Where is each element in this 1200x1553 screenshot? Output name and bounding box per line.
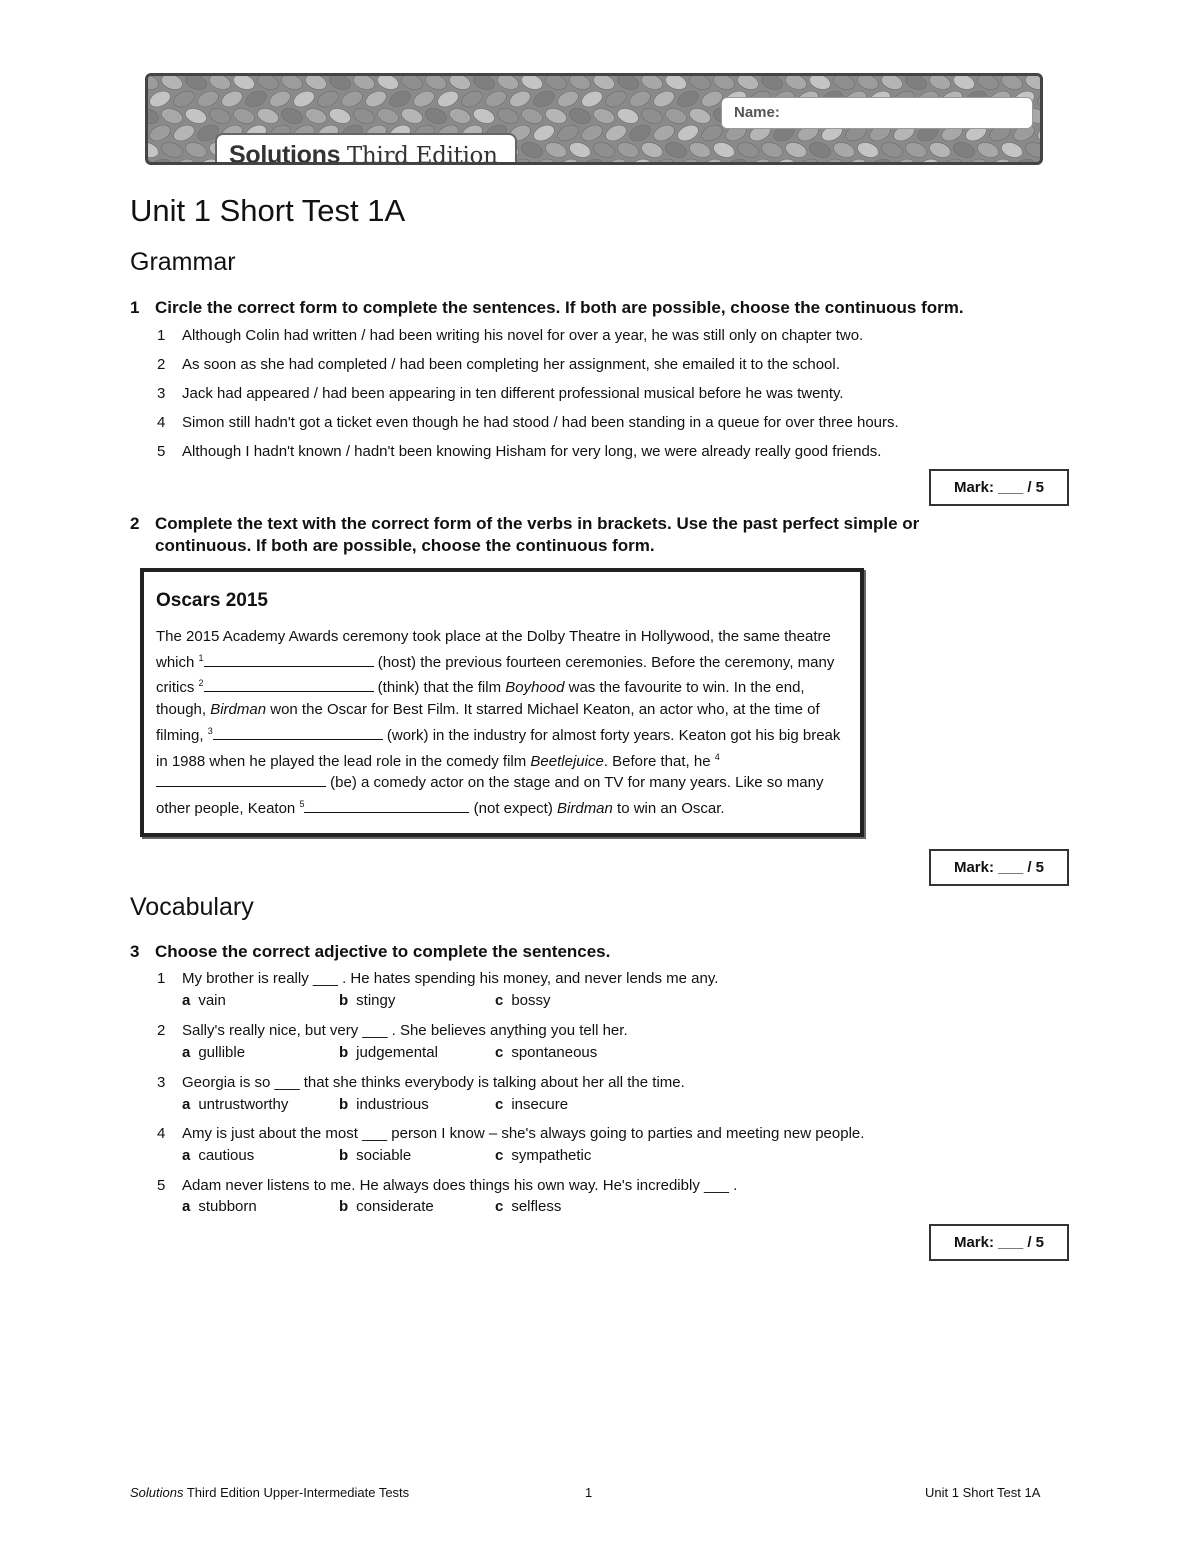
banner-pebble xyxy=(171,122,197,144)
option-a[interactable]: a untrustworthy xyxy=(182,1096,289,1113)
banner-pebble xyxy=(1035,122,1043,144)
option-b[interactable]: b judgemental xyxy=(339,1044,438,1061)
banner-pebble xyxy=(148,140,161,161)
banner-pebble xyxy=(231,106,256,127)
brand-tab xyxy=(215,133,517,165)
banner-pebble xyxy=(687,140,712,161)
banner-pebble xyxy=(759,76,784,92)
banner-pebble xyxy=(975,140,1000,161)
banner-pebble xyxy=(207,106,232,127)
banner-pebble xyxy=(999,140,1024,161)
banner-pebble xyxy=(375,106,400,127)
banner-pebble xyxy=(507,88,533,110)
banner-pebble xyxy=(495,76,520,92)
banner-pebble xyxy=(783,76,808,92)
banner-pebble xyxy=(651,88,677,110)
banner-pebble xyxy=(423,106,448,127)
banner-pebble xyxy=(495,106,520,127)
banner-pebble xyxy=(759,140,784,161)
banner-pebble xyxy=(375,76,400,92)
banner-pebble xyxy=(711,140,736,161)
banner-pebble xyxy=(279,76,304,92)
banner-pebble xyxy=(555,122,581,144)
banner-pebble xyxy=(711,76,736,92)
header-banner xyxy=(145,73,1043,165)
footer-right: Unit 1 Short Test 1A xyxy=(925,1485,1041,1500)
banner-pebble xyxy=(999,76,1024,92)
banner-pebble xyxy=(543,106,568,127)
banner-pebble xyxy=(927,140,952,161)
banner-pebble xyxy=(951,140,976,161)
mark-box-1[interactable]: Mark: ___ / 5 xyxy=(929,469,1069,506)
banner-pebble xyxy=(627,88,653,110)
banner-pebble xyxy=(351,76,376,92)
banner-pebble xyxy=(447,76,472,92)
banner-pebble xyxy=(663,106,688,127)
banner-pebble xyxy=(543,76,568,92)
option-c[interactable]: c bossy xyxy=(495,992,551,1009)
banner-pebble xyxy=(1023,76,1043,92)
banner-pebble xyxy=(615,106,640,127)
banner-pebble xyxy=(148,88,173,110)
banner-pebble xyxy=(291,88,317,110)
banner-pebble xyxy=(927,76,952,92)
banner-pebble xyxy=(159,140,184,161)
banner-pebble xyxy=(903,76,928,92)
banner-pebble xyxy=(591,76,616,92)
banner-pebble xyxy=(579,122,605,144)
option-b[interactable]: b considerate xyxy=(339,1198,434,1215)
banner-pebble xyxy=(207,76,232,92)
banner-pebble xyxy=(195,88,221,110)
banner-pebble xyxy=(411,88,437,110)
banner-pebble xyxy=(603,88,629,110)
banner-pebble xyxy=(615,140,640,161)
banner-pebble xyxy=(855,140,880,161)
banner-pebble xyxy=(675,122,701,144)
banner-pebble xyxy=(519,140,544,161)
banner-pebble xyxy=(255,106,280,127)
option-b[interactable]: b stingy xyxy=(339,992,396,1009)
banner-pebble xyxy=(148,122,173,144)
worksheet-page: Name: Solutions Third Edition Unit 1 Short Test 1A Grammar 1 Circle the correct form to complete the sentences. If both are possible, choose the continuous form. 1 Although Colin had written / had been writing his novel for over a year, he was still only on chapter two. 2 As soon as she had completed / had been completing her assignment, she emailed it to the school. 3 Jack had appeared / had been appearing in ten different professional musical before he was twenty. 4 Simon still hadn't got a ticket even though he had stood / had been standing in a queue for over three hours. 5 Although I hadn't known / hadn't been knowing Hisham for very long, we were already really good friends. Mark: ___ / 5 2 Complete the text with the correct form of the verbs in brackets. Use the past perfect simple or continuous. If both are possible, choose the continuous form. Oscars 2015 The 2015 Academy Awards ceremony took place at the Dolby Theatre in Hollywood, the same theatre which $^1$ (host) the previous fourteen ceremonies. Before the ceremony, many critics $^2$ (think) that the film Boyhood was the favourite to win. In the end, though, Birdman won the Oscar for Best Film. It starred Michael Keaton, an actor who, at the time of filming, $^3$ (work) in the industry for almost forty years. Keaton got his big break in 1988 when he played the lead role in the comedy film Beetlejuice. Before that, he $^4$ (be) a comedy actor on the stage and on TV for many years. Like so many other people, Keaton $^5$ (not expect) Birdman to win an Oscar. Mark: ___ / 5 Vocabulary 3 Choose the correct adjective to complete the sentences. 1 My brother is really ___ . He hates spending his money, and never lends me any. a vain b stingy c bossy 2 Sally's really nice, but very ___ . She believes anything you tell her. a gullible b judgemental c spontaneous 3 Georgia is so ___ that she thinks everybody is talking about her all the time. a untrustworthy b industrious c insecure 4 Amy is just about the most ___ person I know – she's always going to parties and meeting new people. a cautious b sociable c sympathetic 5 Adam never listens to me. He always does things his own way. He's incredibly ___ . a stubborn b considerate c selfless Mark: ___ / 5 Solutions Third Edition Upper-Intermediate Tests 1 Unit 1 Short Test 1A xyxy=(0,0,1200,1553)
banner-pebble xyxy=(951,76,976,92)
banner-pebble xyxy=(975,76,1000,92)
gap-1[interactable] xyxy=(204,652,374,667)
gap-3[interactable] xyxy=(213,725,383,740)
banner-pebble xyxy=(148,106,161,127)
gap-4[interactable] xyxy=(156,772,326,787)
banner-pebble xyxy=(159,76,184,92)
banner-pebble xyxy=(807,76,832,92)
banner-pebble xyxy=(351,106,376,127)
banner-pebble xyxy=(459,88,485,110)
banner-pebble xyxy=(567,76,592,92)
banner-pebble xyxy=(423,76,448,92)
banner-pebble xyxy=(315,88,341,110)
banner-pebble xyxy=(219,88,245,110)
banner-pebble xyxy=(831,76,856,92)
banner-pebble xyxy=(339,88,365,110)
brand-logo: Solutions Third Edition xyxy=(229,141,498,165)
banner-pebble xyxy=(579,88,605,110)
footer-page-number: 1 xyxy=(585,1485,593,1500)
banner-pebble xyxy=(567,140,592,161)
banner-pebble xyxy=(471,106,496,127)
oscars-title: Oscars 2015 xyxy=(156,590,268,611)
option-c[interactable]: c insecure xyxy=(495,1096,569,1113)
banner-pebble xyxy=(1023,140,1043,161)
footer-left: Solutions Third Edition Upper-Intermediate Tests xyxy=(130,1485,410,1500)
banner-pebble xyxy=(903,140,928,161)
banner-pebble xyxy=(831,140,856,161)
banner-pebble xyxy=(1035,88,1043,110)
banner-pebble xyxy=(399,76,424,92)
banner-pebble xyxy=(483,88,509,110)
banner-pebble xyxy=(327,106,352,127)
banner-pebble xyxy=(267,88,293,110)
banner-pebble xyxy=(231,76,256,92)
page-title: Unit 1 Short Test 1A xyxy=(130,193,406,228)
option-b[interactable]: b industrious xyxy=(339,1096,429,1113)
banner-pebble xyxy=(387,88,413,110)
banner-pebble xyxy=(159,106,184,127)
oscars-text-box xyxy=(140,568,864,837)
banner-pebble xyxy=(399,106,424,127)
banner-pebble xyxy=(879,76,904,92)
banner-pebble xyxy=(783,140,808,161)
banner-pebble xyxy=(471,76,496,92)
banner-pebble xyxy=(663,140,688,161)
mark-box-2[interactable]: Mark: ___ / 5 xyxy=(929,849,1069,886)
option-c[interactable]: c spontaneous xyxy=(495,1044,598,1061)
banner-pebble xyxy=(183,140,208,161)
banner-pebble xyxy=(303,106,328,127)
banner-pebble xyxy=(531,88,557,110)
banner-pebble xyxy=(675,88,701,110)
banner-pebble xyxy=(639,76,664,92)
option-a[interactable]: a gullible xyxy=(182,1044,246,1061)
banner-pebble xyxy=(807,140,832,161)
banner-pebble xyxy=(663,76,688,92)
banner-pebble xyxy=(279,106,304,127)
banner-pebble xyxy=(567,106,592,127)
banner-pebble xyxy=(879,140,904,161)
option-b[interactable]: b sociable xyxy=(339,1147,412,1164)
option-c[interactable]: c selfless xyxy=(495,1198,562,1215)
banner-pebble xyxy=(519,76,544,92)
banner-pebble xyxy=(735,140,760,161)
banner-pebble xyxy=(183,76,208,92)
banner-pebble xyxy=(627,122,653,144)
option-a[interactable]: a vain xyxy=(182,992,226,1009)
banner-pebble xyxy=(531,122,557,144)
banner-pebble xyxy=(183,106,208,127)
banner-pebble xyxy=(327,76,352,92)
banner-pebble xyxy=(687,106,712,127)
banner-pebble xyxy=(363,88,389,110)
banner-pebble xyxy=(639,106,664,127)
mark-box-3[interactable]: Mark: ___ / 5 xyxy=(929,1224,1069,1261)
banner-pebble xyxy=(519,106,544,127)
name-label: Name: xyxy=(734,104,780,121)
banner-pebble xyxy=(303,76,328,92)
banner-pebble xyxy=(171,88,197,110)
gap-2[interactable] xyxy=(204,677,374,692)
gap-5[interactable] xyxy=(304,798,469,813)
banner-pebble xyxy=(447,106,472,127)
banner-pebble xyxy=(543,140,568,161)
banner-pebble xyxy=(651,122,677,144)
banner-pebble xyxy=(855,76,880,92)
option-a[interactable]: a stubborn xyxy=(182,1198,257,1215)
banner-pebble xyxy=(591,140,616,161)
banner-pebble xyxy=(555,88,581,110)
banner-pebble xyxy=(255,76,280,92)
banner-pebble xyxy=(591,106,616,127)
banner-pebble xyxy=(243,88,269,110)
banner-pebble xyxy=(148,76,161,92)
banner-pebble xyxy=(639,140,664,161)
banner-pebble xyxy=(435,88,461,110)
banner-pebble xyxy=(603,122,629,144)
option-a[interactable]: a cautious xyxy=(182,1147,255,1164)
option-c[interactable]: c sympathetic xyxy=(495,1147,592,1164)
banner-pebble xyxy=(735,76,760,92)
banner-pebble xyxy=(615,76,640,92)
oscars-passage: The 2015 Academy Awards ceremony took place at the Dolby Theatre in Hollywood, the same theatre which $^1$ (host) the previous fourteen ceremonies. Before the ceremony, many critics $^2$ (think) that the film Boyhood was the favourite to win. In the end, though, Birdman won the Oscar for Best Film. It starred Michael Keaton, an actor who, at the time of filming, $^3$ (work) in the industry for almost forty years. Keaton got his big break in 1988 when he played the lead role in the comedy film Beetlejuice. Before that, he $^4$ (be) a comedy actor on the stage and on TV for many years. Like so many other people, Keaton $^5$ (not expect) Birdman to win an Oscar. xyxy=(156,628,841,817)
vocabulary-heading: Vocabulary xyxy=(130,893,254,921)
grammar-heading: Grammar xyxy=(130,248,236,276)
banner-pebble xyxy=(687,76,712,92)
name-field[interactable] xyxy=(721,97,1033,129)
